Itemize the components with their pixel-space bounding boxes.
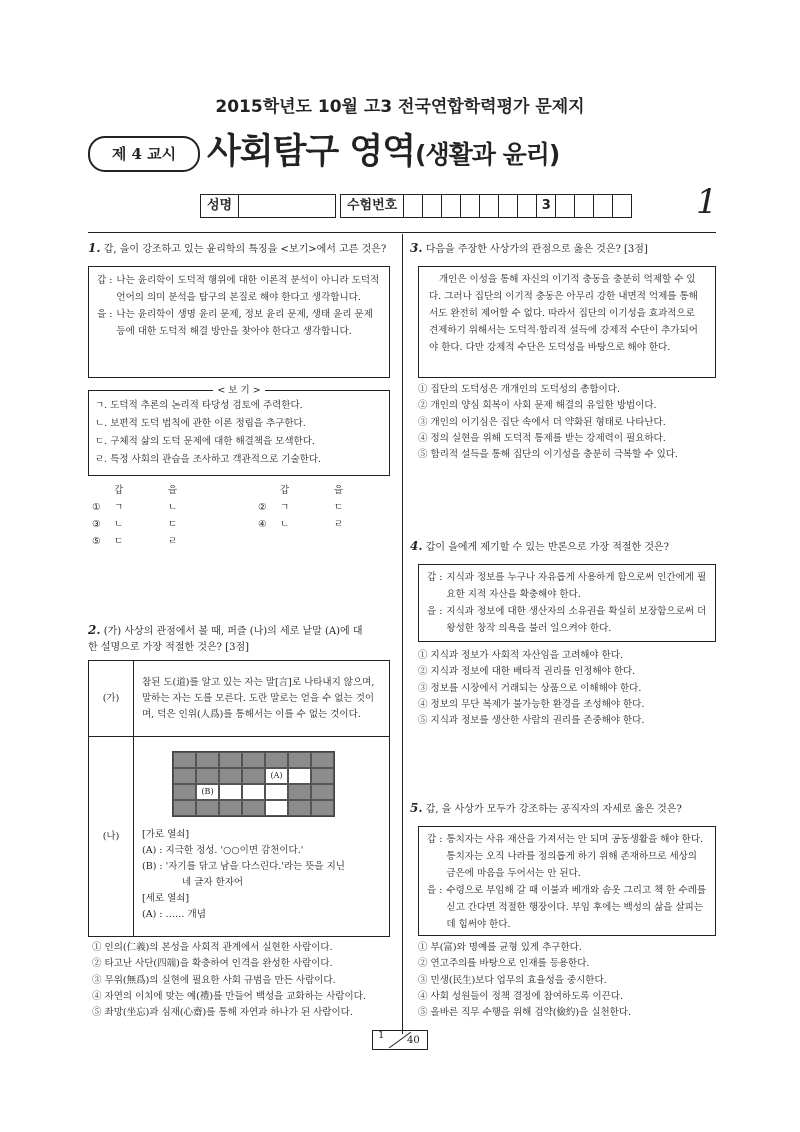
digit-cell (613, 195, 631, 217)
q1-gap-row (97, 272, 381, 306)
clue-line: (A) : …… 개념 (142, 909, 206, 920)
option[interactable]: ③ 정보를 시장에서 거래되는 상품으로 이해해야 한다. (418, 682, 642, 694)
digit-cell (594, 195, 613, 217)
clue-line: 네 글자 한자어 (182, 877, 244, 888)
name-field[interactable] (200, 194, 336, 218)
option[interactable]: ① 부(富)와 명예를 균형 있게 추구한다. (418, 942, 582, 953)
subject-main: 사회탐구 영역 (207, 132, 416, 172)
option-num[interactable]: ① (92, 502, 101, 513)
crossword-puzzle (172, 751, 335, 817)
name-label: 성명 (201, 195, 239, 217)
speaker-gap: 갑 : (427, 572, 443, 583)
digit-cell (518, 195, 537, 217)
option[interactable]: ④ 정보의 무단 복제가 불가능한 환경을 조성해야 한다. (418, 698, 645, 710)
digit-cell (575, 195, 594, 217)
option[interactable]: ④ 사회 성원들이 정책 결정에 참여하도록 이끈다. (418, 990, 624, 1002)
digit-cell (461, 195, 480, 217)
column-divider (402, 234, 403, 1034)
subject-title (207, 124, 559, 174)
speaker-eul: 을 : (427, 606, 443, 617)
option[interactable]: ① 지식과 정보가 사회적 자산임을 고려해야 한다. (418, 650, 624, 661)
clue-line: [가로 열쇠] (142, 829, 190, 840)
q5-stem: 5. 갑, 을 사상가 모두가 강조하는 공직자의 자세로 옳은 것은? (410, 801, 682, 815)
option[interactable]: ② 연고주의를 바탕으로 인재를 등용한다. (418, 958, 590, 970)
option[interactable]: ② 개인의 양심 회복이 사회 문제 해결의 유일한 방법이다. (418, 400, 657, 412)
digit-cell-fixed: 3 (537, 195, 556, 217)
header-divider (88, 232, 716, 233)
q4-options (418, 648, 644, 729)
option-num[interactable]: ⑤ (92, 536, 101, 547)
q1-eul-text: 나는 윤리학이 생명 윤리 문제, 정보 윤리 문제, 생태 윤리 문제 등에 대한 도덕적 해결 방안을 찾아야 한다고 생각합니다. (116, 309, 373, 337)
option[interactable]: ① 인의(仁義)의 본성을 사회적 관계에서 실현한 사람이다. (92, 942, 333, 953)
q3-options (418, 382, 678, 463)
digit-cell (442, 195, 461, 217)
q5-options (418, 940, 631, 1021)
answer-row: ③ ㄴ ㄷ ④ ㄴ ㄹ (92, 516, 349, 533)
q3-stem: 3. 다음을 주장한 사상가의 관점으로 옳은 것은? [3점] (410, 241, 648, 255)
q1-bogi-box (88, 385, 390, 476)
cell-b: (B) (196, 784, 219, 800)
digit-cell (404, 195, 423, 217)
exam-title: 2015학년도 10월 고3 전국연합학력평가 문제지 (215, 97, 585, 117)
digit-cell (556, 195, 575, 217)
q2-table (88, 660, 390, 937)
q4-stem: 4. 갑이 을에게 제기할 수 있는 반론으로 가장 적절한 것은? (410, 539, 670, 553)
option[interactable]: ③ 무위(無爲)의 실현에 필요한 사회 규범을 만든 사람이다. (92, 974, 336, 986)
q2-stem: 2. (가) 사상의 관점에서 볼 때, 퍼즐 (나)의 세로 낱말 (A)에 대 한 설명으로 가장 적절한 것은? [3점] (88, 623, 363, 653)
q3-passage: 개인은 이성을 통해 자신의 이기적 충동을 충분히 억제할 수 있다. 그러나 집단의 이기적 충동은 아무리 강한 내면적 억제를 통해서도 완전히 제어할 수 없다. 따라서 집단의 이기성을 효과적으로 견제하기 위해서는 도덕적·합리적 설득에 강제적 수단이 추가되어야 한다. 다만 강제적 수단은 도덕성을 바탕으로 해야 한다. (418, 266, 716, 378)
col-header-eul: 을 (168, 485, 178, 496)
option[interactable]: ⑤ 지식과 정보를 생산한 사람의 권리를 존중해야 한다. (418, 715, 645, 727)
digit-cell (423, 195, 442, 217)
col-header-gap: 갑 (114, 485, 124, 496)
q4-dialogue-box: 갑 : 지식과 정보를 누구나 자유롭게 사용하게 함으로써 인간에게 필요한 지적 자산을 확충해야 한다. 을 : 지식과 정보에 대한 생산자의 소유권을 확실히 보장함으로써 더 왕성한 창작 의욕을 불러 일으켜야 한다. (418, 564, 716, 642)
clue-line: (A) : 지극한 정성. '○○이면 감천이다.' (142, 845, 304, 856)
q1-dialogue-box (88, 266, 390, 378)
q5-dialogue-box: 갑 : 통치자는 사유 재산을 가져서는 안 되며 공동생활을 해야 한다. 통치자는 오직 나라를 정의롭게 하기 위해 존재하므로 세상의 금은에 마음을 두어서는 안 된다. 을 : 수령으로 부임해 갈 때 이불과 베개와 솜옷 그리고 책 한 수레를 싣고 간다면 적절한 행장이다. 부임 후에는 백성의 삶을 살피는 데 힘써야 한다. (418, 826, 716, 936)
clue-line: (B) : '자기를 닦고 남을 다스린다.'라는 뜻을 지닌 (142, 861, 345, 872)
footer-total: 40 (407, 1035, 420, 1046)
q1-stem: 1. 갑, 을이 강조하고 있는 윤리학의 특징을 <보기>에서 고른 것은? (88, 241, 387, 255)
clue-line: [세로 열쇠] (142, 893, 190, 904)
speaker-eul: 을 : (97, 309, 113, 320)
option[interactable]: ⑤ 올바른 직무 수행을 위해 검약(儉約)을 실천한다. (418, 1007, 632, 1019)
bogi-item: ㄹ. 특정 사회의 관습을 조사하고 객관적으로 기술한다. (95, 454, 322, 465)
exam-number-label: 수험번호 (341, 195, 404, 217)
na-label: (나) (89, 737, 134, 937)
page-number: 1 (696, 182, 718, 222)
col-header-gap: 갑 (280, 485, 290, 496)
option-num[interactable]: ③ (92, 519, 101, 530)
bogi-item: ㄴ. 보편적 도덕 법칙에 관한 이론 정립을 추구한다. (95, 418, 306, 429)
option[interactable]: ⑤ 좌망(坐忘)과 심재(心齋)를 통해 자연과 하나가 된 사람이다. (92, 1007, 353, 1019)
footer-page: 1 (378, 1030, 385, 1041)
bogi-item: ㄱ. 도덕적 추론의 논리적 타당성 검토에 주력한다. (95, 400, 303, 411)
option[interactable]: ② 지식과 정보에 대한 배타적 권리를 인정해야 한다. (418, 666, 636, 678)
bogi-title: < 보 기 > (89, 382, 389, 400)
speaker-eul: 을 : (427, 885, 443, 896)
ga-label: (가) (89, 661, 134, 737)
cell-a: (A) (265, 768, 288, 784)
period-badge: 제 4 교시 (88, 136, 200, 172)
exam-number-field[interactable] (340, 194, 632, 218)
bogi-item: ㄷ. 구체적 삶의 도덕 문제에 대한 해결책을 모색한다. (95, 436, 315, 447)
answer-row: ⑤ ㄷ ㄹ (92, 533, 349, 550)
digit-cell (480, 195, 499, 217)
option[interactable]: ④ 정의 실현을 위해 도덕적 통제를 받는 강제력이 필요하다. (418, 432, 666, 444)
option[interactable]: ③ 민생(民生)보다 업무의 효율성을 중시한다. (418, 974, 607, 986)
ga-text: 참된 도(道)를 알고 있는 자는 말[言]로 나타내지 않으며, 말하는 자는 도를 모른다. 도란 말로는 얻을 수 없는 것이며, 덕은 인위(人爲)를 통해서는 이를 수 없는 것이다. (134, 661, 390, 737)
option[interactable]: ③ 개인의 이기심은 집단 속에서 더 약화된 형태로 나타난다. (418, 416, 666, 428)
q1-gap-text: 나는 윤리학이 도덕적 행위에 대한 이론적 분석이 아니라 도덕적 언어의 의미 분석을 탐구의 본질로 해야 한다고 생각합니다. (116, 275, 380, 303)
answer-row: ① ㄱ ㄴ ② ㄱ ㄷ (92, 499, 349, 516)
option[interactable]: ② 타고난 사단(四端)을 확충하여 인격을 완성한 사람이다. (92, 958, 333, 970)
option[interactable]: ⑤ 합리적 설득을 통해 집단의 이기성을 충분히 극복할 수 있다. (418, 449, 678, 461)
col-header-eul: 을 (334, 485, 344, 496)
option-num[interactable]: ④ (258, 519, 267, 530)
digit-cell (499, 195, 518, 217)
subject-paren: (생활과 윤리) (415, 140, 560, 169)
option-num[interactable]: ② (258, 502, 267, 513)
speaker-gap: 갑 : (97, 275, 113, 286)
page-footer (372, 1030, 428, 1050)
q1-eul-row (97, 306, 381, 340)
option[interactable]: ④ 자연의 이치에 맞는 예(禮)를 만들어 백성을 교화하는 사람이다. (92, 990, 366, 1002)
option[interactable]: ① 집단의 도덕성은 개개인의 도덕성의 총합이다. (418, 384, 620, 395)
q2-options (92, 940, 366, 1021)
speaker-gap: 갑 : (427, 834, 443, 845)
q1-answer-grid (92, 482, 349, 550)
